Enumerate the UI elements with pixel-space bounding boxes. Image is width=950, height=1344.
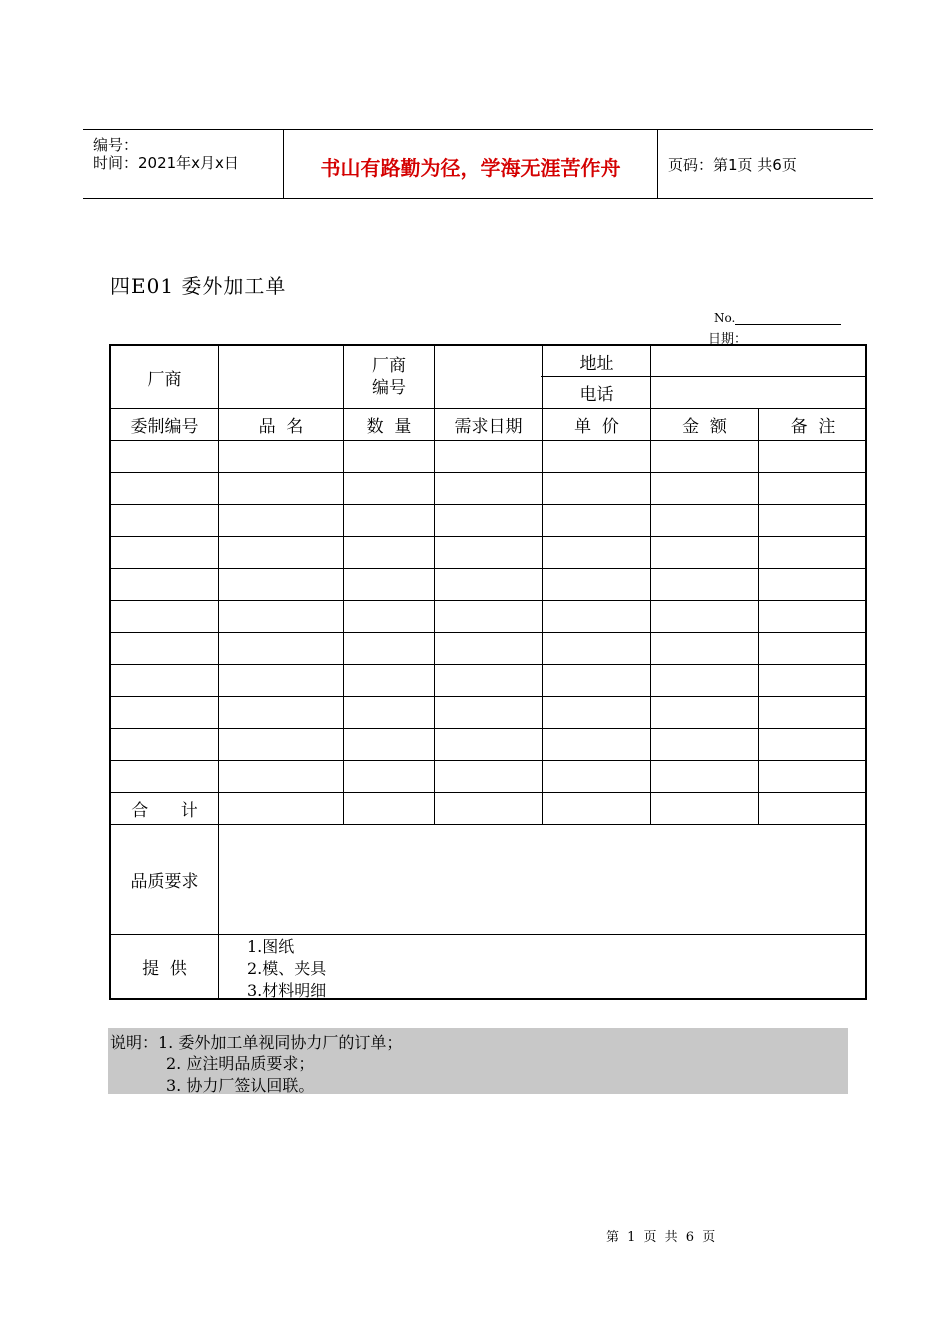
form-number	[714, 311, 841, 325]
divider	[111, 472, 867, 473]
divider	[111, 664, 867, 665]
col-header-order-no: 委制编号	[130, 417, 199, 437]
header-motto-cell	[284, 130, 658, 198]
page-footer: 第 1 页 共 6 页	[606, 1230, 716, 1245]
form-number-label: No.	[714, 311, 736, 325]
note-line: 2. 应注明品质要求；	[166, 1054, 315, 1073]
notes-box	[108, 1028, 848, 1094]
divider	[111, 632, 867, 633]
supply-item: 2.模、夹具	[247, 959, 327, 978]
total-label: 合 计	[131, 801, 198, 821]
header-meta-cell	[83, 130, 284, 198]
divider	[111, 728, 867, 729]
address-field[interactable]	[651, 346, 867, 376]
phone-field[interactable]	[651, 377, 867, 408]
supply-label: 提 供	[142, 959, 187, 979]
col-header-unit-price: 单 价	[574, 417, 619, 437]
quality-field[interactable]	[219, 825, 867, 934]
divider	[111, 760, 867, 761]
time-label: 时间：2021年x月x日	[93, 154, 239, 172]
vendor-no-label-line2: 编号	[372, 378, 406, 398]
document-header	[83, 129, 873, 199]
note-line: 说明：1. 委外加工单视同协力厂的订单；	[110, 1033, 403, 1052]
vendor-no-label-line1: 厂商	[372, 356, 406, 376]
vendor-label: 厂商	[147, 369, 182, 390]
outsourcing-order-table	[109, 344, 867, 1000]
form-title: 四E01 委外加工单	[110, 274, 287, 298]
supply-item: 3.材料明细	[247, 981, 327, 1000]
phone-label: 电话	[579, 385, 614, 405]
form-number-blank[interactable]	[735, 312, 841, 325]
divider	[111, 696, 867, 697]
divider	[111, 504, 867, 505]
col-header-required-date: 需求日期	[454, 417, 523, 437]
address-label: 地址	[579, 353, 614, 374]
motto: 书山有路勤为径，学海无涯苦作舟	[320, 156, 621, 180]
supply-list	[247, 936, 326, 1002]
divider	[111, 568, 867, 569]
divider	[758, 408, 759, 824]
supply-item: 1.图纸	[247, 937, 295, 956]
divider	[111, 536, 867, 537]
header-page-cell	[658, 130, 873, 198]
form-date-label: 日期：	[708, 332, 748, 347]
divider	[111, 934, 867, 935]
number-label: 编号：	[93, 136, 139, 154]
page-label: 页码：第1页 共6页	[668, 156, 797, 174]
col-header-amount: 金 额	[682, 417, 727, 437]
vendor-no-label	[344, 346, 434, 408]
vendor-name-field[interactable]	[219, 346, 343, 408]
divider	[111, 440, 867, 441]
col-header-product-name: 品 名	[258, 417, 304, 437]
divider	[111, 792, 867, 793]
quality-label: 品质要求	[130, 872, 199, 892]
divider	[111, 600, 867, 601]
note-line: 3. 协力厂签认回联。	[166, 1076, 315, 1095]
col-header-remarks: 备 注	[790, 417, 836, 437]
vendor-no-field[interactable]	[435, 346, 542, 408]
col-header-quantity: 数 量	[366, 417, 412, 437]
